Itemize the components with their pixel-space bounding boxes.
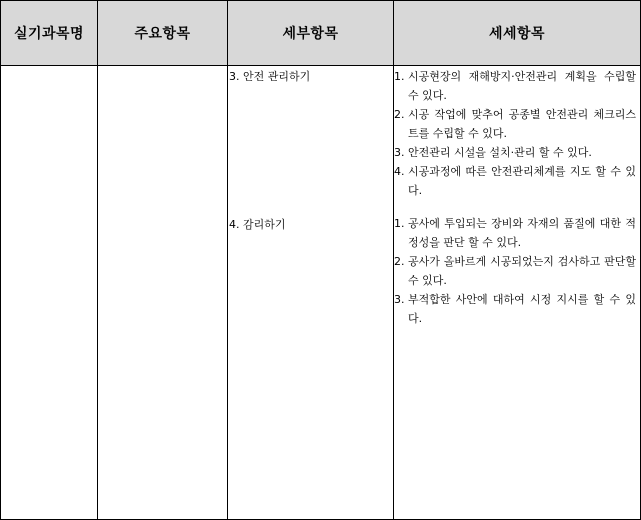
- list-item-text: 안전관리 시설을 설치·관리 할 수 있다.: [408, 146, 592, 159]
- list-item-number: 4.: [394, 165, 405, 178]
- header-detail-item: 세세항목: [394, 1, 641, 66]
- list-item-text: 시공과정에 따른 안전관리체계를 지도 할 수 있다.: [408, 165, 636, 197]
- list-item-number: 2.: [394, 108, 405, 121]
- list-item: [394, 252, 636, 290]
- sub-item-safety: 3. 안전 관리하기: [229, 70, 311, 83]
- detail-group-supervision: [394, 214, 636, 328]
- sub-item-cell: [228, 66, 394, 520]
- list-item: [394, 162, 636, 200]
- header-sub-item: 세부항목: [228, 1, 394, 66]
- list-item-number: 3.: [394, 146, 405, 159]
- list-item: [394, 290, 636, 328]
- list-item: [394, 105, 636, 143]
- list-item-text: 시공현장의 재해방지·안전관리 계획을 수립할 수 있다.: [408, 70, 636, 102]
- list-item-text: 공사가 올바르게 시공되었는지 검사하고 판단할 수 있다.: [408, 255, 636, 287]
- list-item-number: 1.: [394, 70, 405, 83]
- list-item: [394, 143, 636, 162]
- table-header-row: [1, 1, 641, 66]
- sub-item-supervision: 4. 감리하기: [229, 218, 286, 231]
- list-item-text: 부적합한 사안에 대하여 시정 지시를 할 수 있다.: [408, 293, 636, 325]
- list-item-number: 2.: [394, 255, 405, 268]
- list-item: [394, 214, 636, 252]
- table-row: [1, 66, 641, 520]
- list-item: [394, 67, 636, 105]
- subject-name-cell: [1, 66, 98, 520]
- list-item-number: 3.: [394, 293, 405, 306]
- main-item-cell: [98, 66, 228, 520]
- list-item-text: 시공 작업에 맞추어 공종별 안전관리 체크리스트를 수립할 수 있다.: [408, 108, 636, 140]
- list-item-text: 공사에 투입되는 장비와 자재의 품질에 대한 적정성을 판단 할 수 있다.: [408, 217, 636, 249]
- header-main-item: 주요항목: [98, 1, 228, 66]
- detail-item-cell: [394, 66, 641, 520]
- list-item-number: 1.: [394, 217, 405, 230]
- detail-group-safety: [394, 67, 636, 214]
- header-subject-name: 실기과목명: [1, 1, 98, 66]
